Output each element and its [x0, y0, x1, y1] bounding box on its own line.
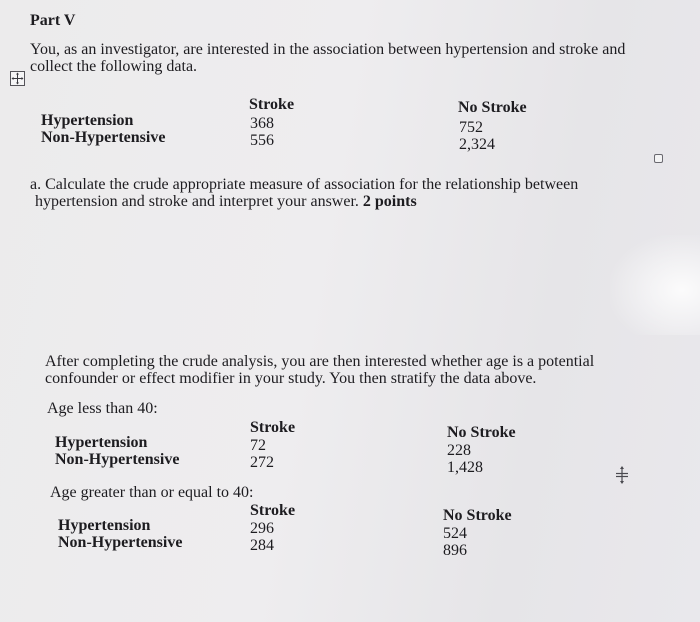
stratify-line-2: confounder or effect modifier in your study. You then stratify the data above. [45, 370, 537, 387]
question-a-line-2 [35, 193, 417, 211]
checkbox-icon[interactable] [654, 154, 663, 163]
young-row-non-hypertensive: Non-Hypertensive [55, 451, 180, 468]
resize-handle-icon[interactable] [613, 466, 631, 484]
intro-line-1: You, as an investigator, are interested in the association between hypertension and stroke and [30, 41, 626, 58]
stratify-line-1: After completing the crude analysis, you are then interested whether age is a potential [45, 353, 595, 370]
question-a-points: 2 points [362, 193, 417, 210]
young-col-stroke: Stroke [250, 419, 296, 436]
old-row-hypertension: Hypertension [58, 517, 151, 534]
stratum-old-heading: Age greater than or equal to 40: [50, 484, 254, 501]
young-cell-nonhyp-no-stroke: 1,428 [447, 459, 483, 476]
old-cell-hyp-no-stroke: 524 [443, 525, 467, 542]
crude-row-non-hypertensive: Non-Hypertensive [41, 129, 166, 146]
old-cell-nonhyp-stroke: 284 [250, 537, 274, 554]
young-cell-hyp-no-stroke: 228 [447, 442, 471, 459]
young-cell-hyp-stroke: 72 [250, 437, 266, 454]
crude-cell-nonhyp-stroke: 556 [250, 132, 274, 149]
young-col-no-stroke: No Stroke [447, 424, 516, 441]
stratum-young-heading: Age less than 40: [47, 400, 158, 417]
young-row-hypertension: Hypertension [55, 434, 148, 451]
crude-cell-hyp-no-stroke: 752 [459, 119, 483, 136]
old-col-no-stroke: No Stroke [443, 507, 512, 524]
crude-row-hypertension: Hypertension [41, 112, 134, 129]
move-handle-icon[interactable] [10, 71, 25, 86]
crude-col-stroke: Stroke [249, 96, 295, 113]
crude-col-no-stroke: No Stroke [458, 99, 527, 116]
old-cell-hyp-stroke: 296 [250, 520, 274, 537]
screen-glare [610, 235, 700, 335]
crude-cell-nonhyp-no-stroke: 2,324 [459, 136, 495, 153]
old-row-non-hypertensive: Non-Hypertensive [58, 534, 183, 551]
young-cell-nonhyp-stroke: 272 [250, 454, 274, 471]
question-a-line-1: a. Calculate the crude appropriate measure of association for the relationship between [30, 176, 579, 193]
crude-cell-hyp-stroke: 368 [250, 115, 274, 132]
old-cell-nonhyp-no-stroke: 896 [443, 542, 467, 559]
old-col-stroke: Stroke [250, 502, 296, 519]
part-title: Part V [30, 12, 76, 29]
intro-line-2: collect the following data. [30, 58, 198, 75]
question-a-text: hypertension and stroke and interpret your answer. [35, 193, 359, 210]
